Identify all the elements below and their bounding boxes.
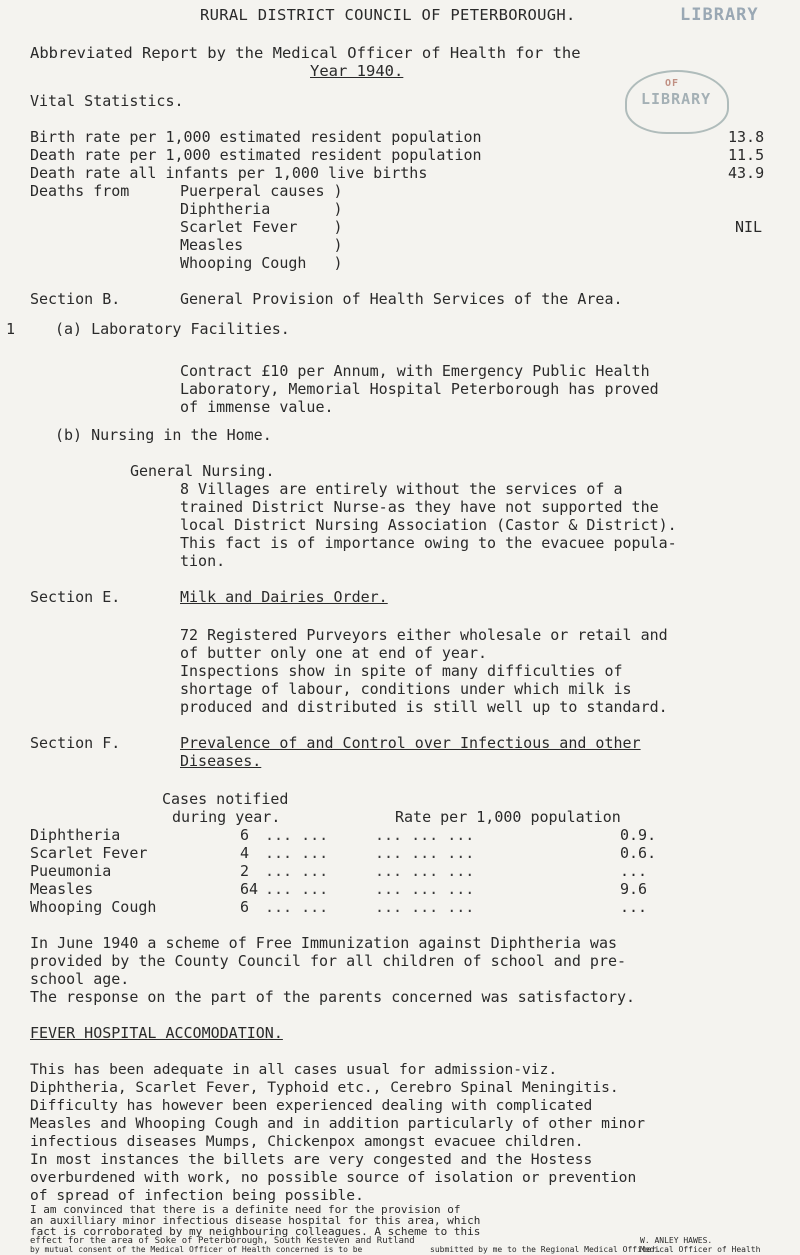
cases-count: 4 bbox=[240, 844, 250, 862]
deaths-from-label: Deaths from bbox=[30, 182, 130, 200]
fever-line: This has been adequate in all cases usual for admission-viz. bbox=[30, 1061, 558, 1078]
milk-line: Inspections show in spite of many difficulties of bbox=[180, 662, 623, 680]
immunisation-line: The response on the part of the parents concerned was satisfactory. bbox=[30, 988, 636, 1006]
stamp-top: OF bbox=[665, 78, 680, 89]
cases-count: 64 bbox=[240, 880, 259, 898]
leader-dots: ... ... bbox=[265, 880, 329, 898]
fever-line: Difficulty has however been experienced dealing with complicated bbox=[30, 1097, 593, 1114]
council-header: RURAL DISTRICT COUNCIL OF PETERBOROUGH. bbox=[200, 6, 576, 24]
general-nursing-label: General Nursing. bbox=[130, 462, 275, 480]
section-f-label: Section F. bbox=[30, 734, 121, 752]
rate-value: 0.9. bbox=[620, 826, 657, 844]
cause-item: Scarlet Fever ) bbox=[180, 218, 343, 236]
cause-item: Puerperal causes ) bbox=[180, 182, 343, 200]
cause-item: Whooping Cough ) bbox=[180, 254, 343, 272]
laboratory-line: Contract £10 per Annum, with Emergency Public Health bbox=[180, 362, 650, 380]
fever-line: effect for the area of Soke of Peterborough, South Kesteven and Rutland bbox=[30, 1236, 415, 1246]
section-b-heading: General Provision of Health Services of the Area. bbox=[180, 290, 623, 308]
leader-dots: ... ... bbox=[265, 826, 329, 844]
cases-count: 6 bbox=[240, 898, 250, 916]
nursing-line: This fact is of importance owing to the evacuee popula- bbox=[180, 534, 677, 552]
vital-row: Death rate all infants per 1,000 live births bbox=[30, 164, 428, 182]
rate-value: 0.6. bbox=[620, 844, 657, 862]
fever-line: overburdened with work, no possible source of isolation or prevention bbox=[30, 1169, 637, 1186]
library-mark: LIBRARY bbox=[680, 5, 759, 25]
immunisation-line: provided by the County Council for all children of school and pre- bbox=[30, 952, 627, 970]
leader-dots: ... ... bbox=[265, 844, 329, 862]
cases-header-sub: during year. bbox=[172, 808, 281, 826]
rate-header: Rate per 1,000 population bbox=[395, 808, 621, 826]
section-b-label: Section B. bbox=[30, 290, 121, 308]
laboratory-line: Laboratory, Memorial Hospital Peterborough has proved bbox=[180, 380, 659, 398]
vital-heading: Vital Statistics. bbox=[30, 92, 184, 110]
signature-name: W. ANLEY HAWES. bbox=[640, 1236, 713, 1245]
rate-value: 9.6 bbox=[620, 880, 648, 898]
section-f-heading: Prevalence of and Control over Infectious and other bbox=[180, 734, 641, 752]
cause-item: Measles ) bbox=[180, 236, 343, 254]
fever-heading: FEVER HOSPITAL ACCOMODATION. bbox=[30, 1024, 283, 1042]
milk-line: produced and distributed is still well up to standard. bbox=[180, 698, 668, 716]
vital-row: Death rate per 1,000 estimated resident population bbox=[30, 146, 482, 164]
vital-value: 11.5 bbox=[728, 146, 765, 164]
vital-row: Birth rate per 1,000 estimated resident population bbox=[30, 128, 482, 146]
laboratory-title: (a) Laboratory Facilities. bbox=[55, 320, 290, 338]
rate-value: ... bbox=[620, 898, 648, 916]
cases-header: Cases notified bbox=[162, 790, 289, 808]
section-e-label: Section E. bbox=[30, 588, 121, 606]
library-stamp bbox=[625, 70, 729, 134]
section-e-heading: Milk and Dairies Order. bbox=[180, 588, 388, 606]
fever-line: I am convinced that there is a definite need for the provision of bbox=[30, 1203, 461, 1216]
vital-value: 43.9 bbox=[728, 164, 765, 182]
fever-line: In most instances the billets are very congested and the Hostess bbox=[30, 1151, 593, 1168]
disease-name: Whooping Cough bbox=[30, 898, 157, 916]
disease-name: Pueumonia bbox=[30, 862, 112, 880]
milk-line: shortage of labour, conditions under which milk is bbox=[180, 680, 632, 698]
leader-dots: ... ... ... bbox=[375, 898, 475, 916]
cases-count: 2 bbox=[240, 862, 250, 880]
fever-line: Measles and Whooping Cough and in addition particularly of other minor bbox=[30, 1115, 646, 1132]
fever-line: an auxilliary minor infectious disease hospital for this area, which bbox=[30, 1214, 481, 1227]
disease-name: Measles bbox=[30, 880, 94, 898]
signature-title: Medical Officer of Health bbox=[640, 1245, 761, 1254]
fever-line: submitted by me to the Regional Medical Officer. bbox=[430, 1245, 662, 1254]
vital-value: 13.8 bbox=[728, 128, 765, 146]
laboratory-line: of immense value. bbox=[180, 398, 334, 416]
fever-line: of spread of infection being possible. bbox=[30, 1187, 364, 1204]
leader-dots: ... ... ... bbox=[375, 826, 475, 844]
fever-line: infectious diseases Mumps, Chickenpox amongst evacuee children. bbox=[30, 1133, 584, 1150]
nursing-line: 8 Villages are entirely without the services of a bbox=[180, 480, 623, 498]
cases-count: 6 bbox=[240, 826, 250, 844]
milk-line: 72 Registered Purveyors either wholesale or retail and bbox=[180, 626, 668, 644]
immunisation-line: In June 1940 a scheme of Free Immunization against Diphtheria was bbox=[30, 934, 617, 952]
leader-dots: ... ... bbox=[265, 862, 329, 880]
immunisation-line: school age. bbox=[30, 970, 130, 988]
disease-name: Scarlet Fever bbox=[30, 844, 148, 862]
milk-line: of butter only one at end of year. bbox=[180, 644, 488, 662]
disease-name: Diphtheria bbox=[30, 826, 121, 844]
fever-line: Diphtheria, Scarlet Fever, Typhoid etc., Cerebro Spinal Meningitis. bbox=[30, 1079, 619, 1096]
nursing-line: tion. bbox=[180, 552, 226, 570]
fever-line: by mutual consent of the Medical Officer of Health concerned is to be bbox=[30, 1245, 363, 1254]
margin-number: 1 bbox=[6, 320, 16, 338]
leader-dots: ... ... bbox=[265, 898, 329, 916]
nursing-line: local District Nursing Association (Castor & District). bbox=[180, 516, 677, 534]
nursing-line: trained District Nurse-as they have not supported the bbox=[180, 498, 659, 516]
nursing-title: (b) Nursing in the Home. bbox=[55, 426, 272, 444]
leader-dots: ... ... ... bbox=[375, 880, 475, 898]
stamp-text: LIBRARY bbox=[641, 90, 712, 108]
leader-dots: ... ... ... bbox=[375, 862, 475, 880]
nil-value: NIL bbox=[735, 218, 763, 236]
section-f-heading-cont: Diseases. bbox=[180, 752, 262, 770]
report-title-line2: Year 1940. bbox=[310, 62, 404, 80]
leader-dots: ... ... ... bbox=[375, 844, 475, 862]
rate-value: ... bbox=[620, 862, 648, 880]
cause-item: Diphtheria ) bbox=[180, 200, 343, 218]
fever-line: fact is corroborated by my neighbouring colleagues. A scheme to this bbox=[30, 1225, 481, 1238]
report-title-line1: Abbreviated Report by the Medical Officer of Health for the bbox=[30, 44, 581, 62]
